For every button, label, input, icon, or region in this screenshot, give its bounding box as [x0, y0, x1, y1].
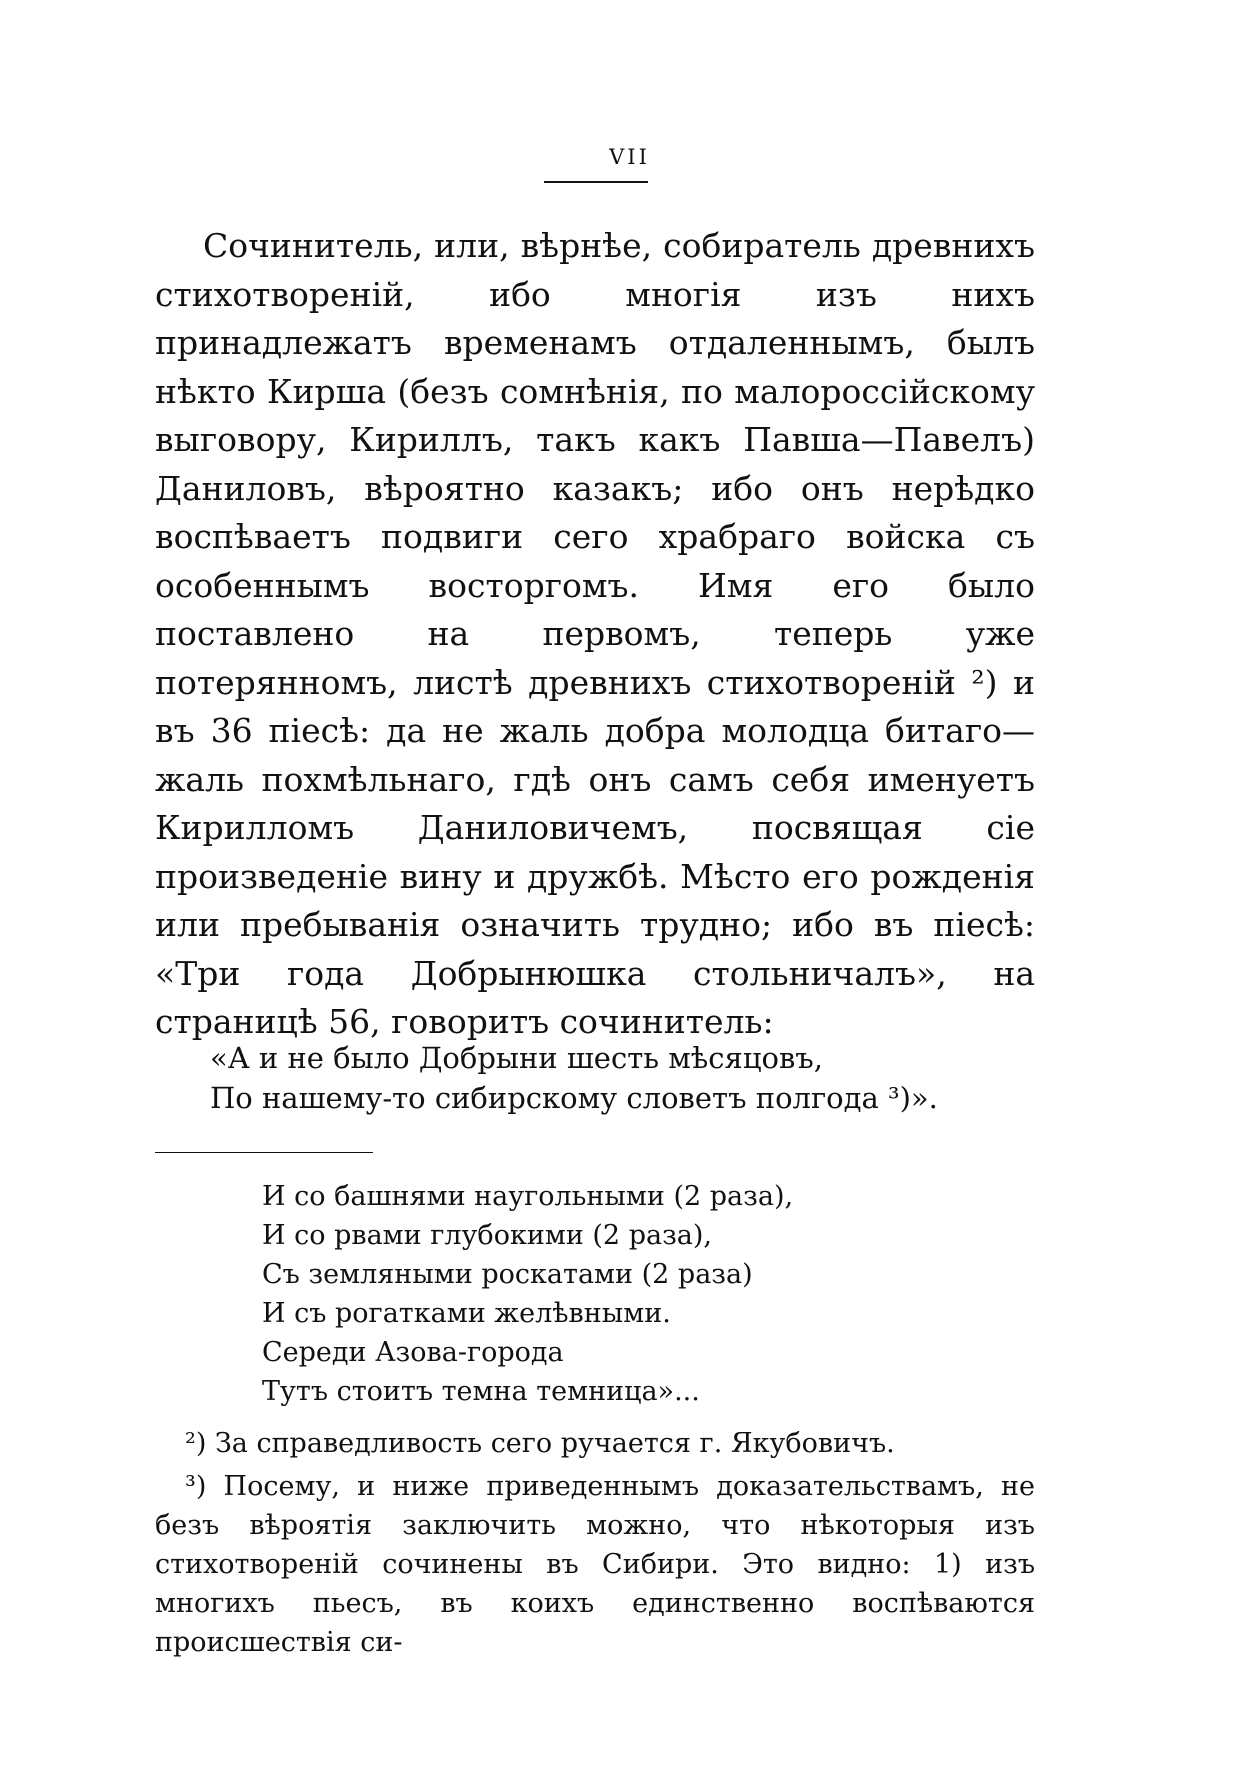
footnote-verse-line: Тутъ стоитъ темна темница»...: [262, 1376, 700, 1407]
quote-line: По нашему-то сибирскому словетъ полгода ³)».: [210, 1081, 938, 1115]
page-number: VII: [609, 145, 650, 169]
footnote-2: ²) За справедливость сего ручается г. Якубовичъ.: [185, 1428, 895, 1459]
header-rule: [544, 181, 648, 183]
quote-line: «А и не было Добрыни шесть мѣсяцовъ,: [210, 1041, 823, 1075]
footnote-verse-line: И съ рогатками желѣвными.: [262, 1298, 671, 1329]
quoted-verse: [210, 1038, 1030, 1118]
footnote-verse: [262, 1177, 1022, 1411]
main-paragraph: Сочинитель, или, вѣрнѣе, собиратель древнихъ стихотвореній, ибо многія изъ нихъ принадлежатъ временамъ отдаленнымъ, былъ нѣкто Кирша (безъ сомнѣнія, по малороссійскому выговору, Кириллъ, такъ какъ Павша—Павелъ) Даниловъ, вѣроятно казакъ; ибо онъ нерѣдко воспѣваетъ подвиги сего храбраго войска съ особеннымъ восторгомъ. Имя его было поставлено на первомъ, теперь уже потерянномъ, листѣ древнихъ стихотвореній ²) и въ 36 піесѣ: да не жаль добра молодца битаго— жаль похмѣльнаго, гдѣ онъ самъ себя именуетъ Кирилломъ Даниловичемъ, посвящая сіе произведеніе вину и дружбѣ. Мѣсто его рожденія или пребыванія означить трудно; ибо въ піесѣ: «Три года Добрынюшка стольничалъ», на страницѣ 56, говоритъ сочинитель:: [155, 226, 1035, 1041]
footnote-verse-line: И со башнями наугольными (2 раза),: [262, 1181, 794, 1212]
footnote-verse-line: Съ земляными роскатами (2 раза): [262, 1259, 753, 1290]
footnote-verse-line: Середи Азова-города: [262, 1337, 564, 1368]
footnote-divider: [155, 1152, 373, 1153]
footnote-3: ³) Посему, и ниже приведеннымъ доказательствамъ, не безъ вѣроятія заключить можно, что нѣкоторыя изъ стихотвореній сочинены въ Сибири. Это видно: 1) изъ многихъ пьесъ, въ коихъ единственно воспѣваются происшествія си-: [155, 1471, 1035, 1658]
footnote-verse-line: И со рвами глубокими (2 раза),: [262, 1220, 713, 1251]
